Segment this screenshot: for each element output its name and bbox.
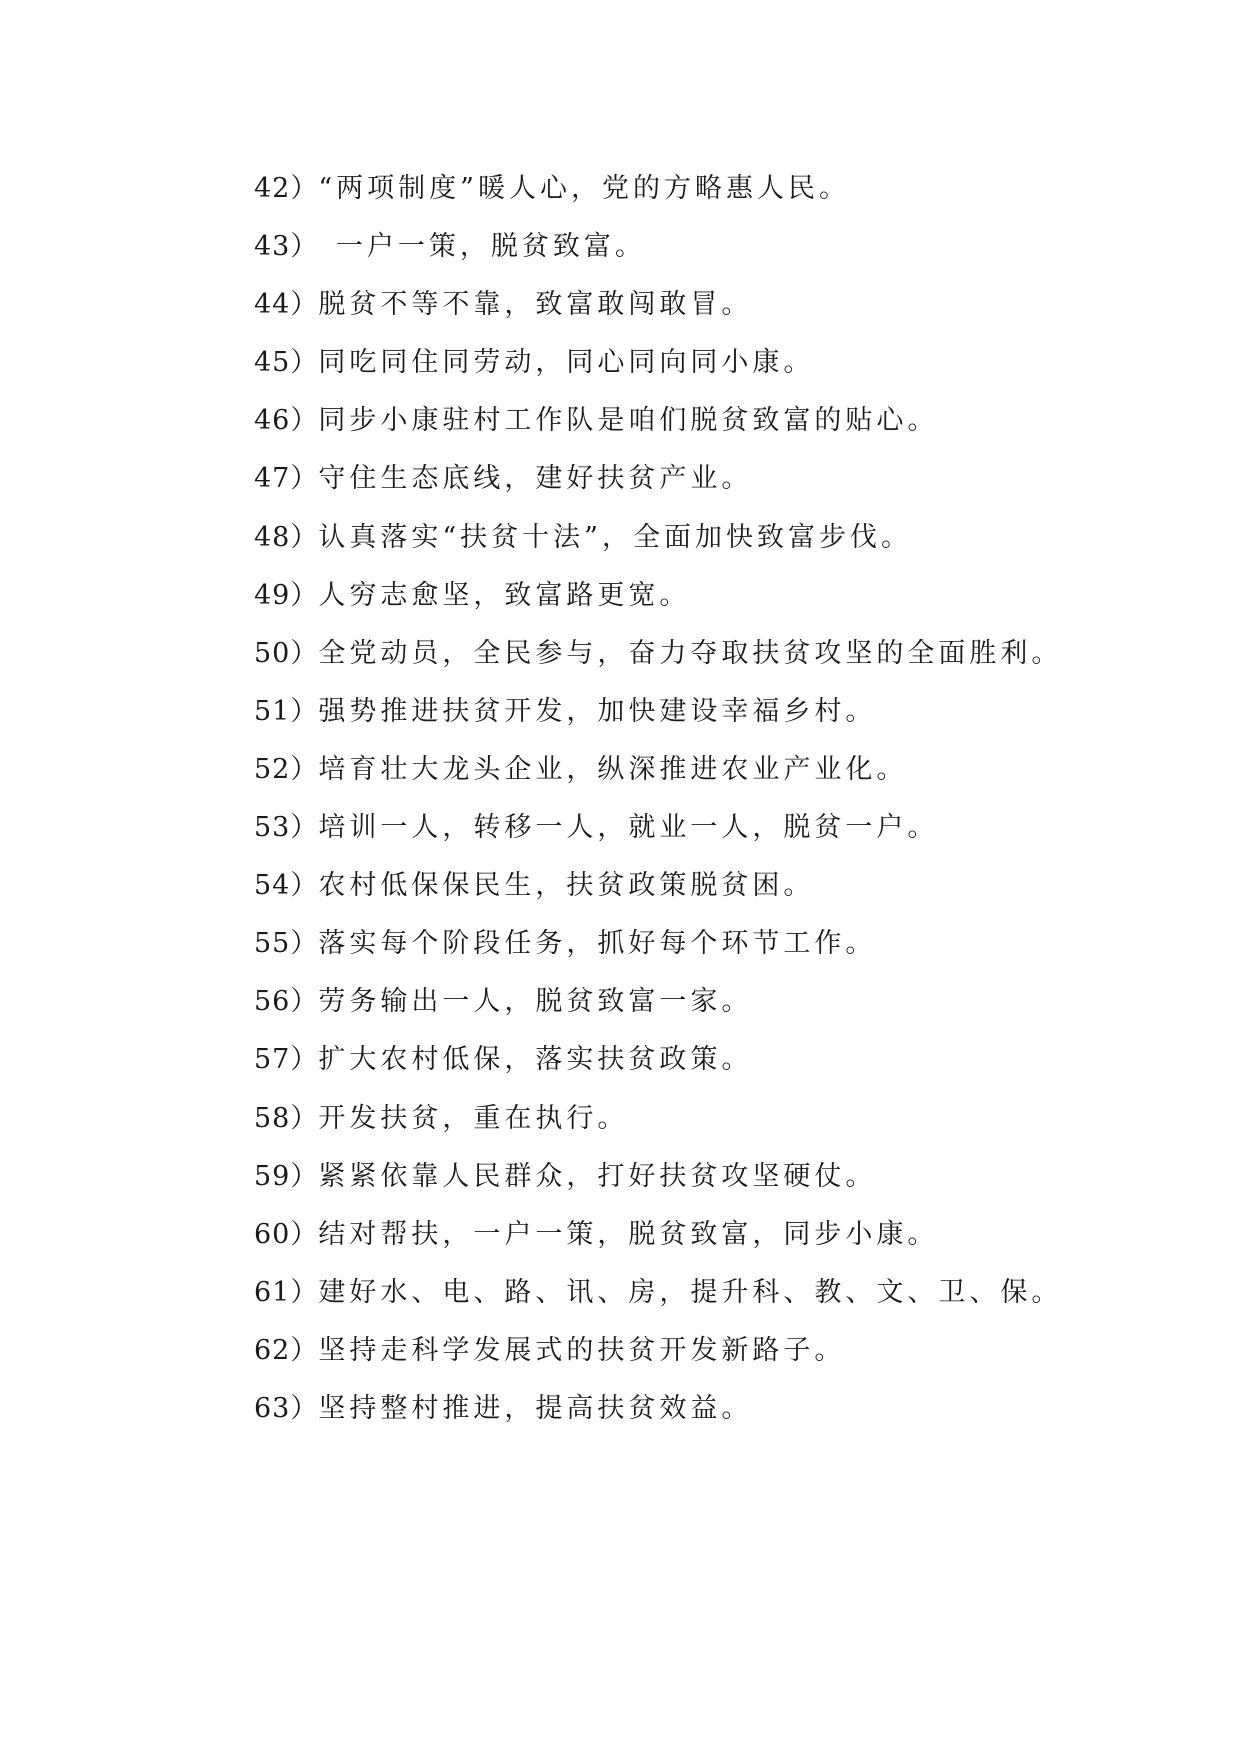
list-item [188,625,1068,683]
item-number: 42） [254,173,319,204]
item-number: 48） [254,521,319,553]
list-item [188,1380,1068,1438]
item-number: 56） [254,986,319,1018]
item-number: 55） [254,928,319,960]
item-number: 45） [254,347,319,379]
item-text: 开发扶贫，重在执行。 [318,1102,629,1134]
item-number: 51） [254,695,319,727]
item-text: 建好水、电、路、讯、房，提升科、教、文、卫、保。 [318,1276,1063,1308]
item-number: 46） [254,405,319,437]
list-item [188,160,1068,218]
item-text: 结对帮扶，一户一策，脱贫致富，同步小康。 [318,1218,939,1250]
item-text: 人穷志愈坚，致富路更宽。 [318,579,691,611]
item-text: 认真落实“扶贫十法”，全面加快致富步伐。 [318,521,912,553]
item-text: 同吃同住同劳动，同心同向同小康。 [318,347,815,379]
item-number: 60） [254,1218,319,1250]
list-item [188,915,1068,973]
list-item [188,276,1068,334]
item-number: 59） [254,1160,319,1192]
list-item [188,1264,1068,1322]
item-number: 61） [254,1276,319,1308]
item-number: 57） [254,1044,319,1076]
list-item [188,334,1068,392]
item-number: 54） [254,870,319,902]
list-item [188,1206,1068,1264]
list-item [188,857,1068,915]
item-number: 53） [254,812,319,844]
item-text: 坚持走科学发展式的扶贫开发新路子。 [318,1334,846,1366]
list-item [188,973,1068,1031]
list-item [188,392,1068,450]
list-item [188,218,1068,276]
item-text: 培训一人，转移一人，就业一人，脱贫一户。 [318,812,939,844]
item-text: 农村低保保民生，扶贫政策脱贫困。 [318,870,815,902]
item-number: 62） [254,1334,319,1366]
item-number: 49） [254,579,319,611]
list-item [188,799,1068,857]
item-text: 同步小康驻村工作队是咱们脱贫致富的贴心。 [318,405,939,437]
list-item [188,741,1068,799]
list-item [188,450,1068,508]
item-number: 58） [254,1102,319,1134]
item-number: 63） [254,1392,319,1424]
list-item [188,1090,1068,1148]
item-text: 强势推进扶贫开发，加快建设幸福乡村。 [318,695,877,727]
item-number: 44） [254,289,319,321]
list-item [188,683,1068,741]
item-text: 落实每个阶段任务，抓好每个环节工作。 [318,928,877,960]
item-text: 守住生态底线，建好扶贫产业。 [318,463,753,495]
list-item [188,509,1068,567]
item-text: 脱贫不等不靠，致富敢闯敢冒。 [318,289,753,321]
item-text: 坚持整村推进，提高扶贫效益。 [318,1392,753,1424]
item-text: 一户一策，脱贫致富。 [304,231,646,263]
slogan-list [188,160,1068,1438]
item-text: “两项制度”暖人心，党的方略惠人民。 [318,173,850,204]
item-text: 扩大农村低保，落实扶贫政策。 [318,1044,753,1076]
item-text: 全党动员，全民参与，奋力夺取扶贫攻坚的全面胜利。 [318,637,1063,669]
item-number: 52） [254,753,319,785]
item-number: 47） [254,463,319,495]
list-item [188,1322,1068,1380]
list-item [188,1148,1068,1206]
list-item [188,567,1068,625]
item-number: 50） [254,637,319,669]
item-text: 培育壮大龙头企业，纵深推进农业产业化。 [318,753,908,785]
list-item [188,1031,1068,1089]
item-text: 劳务输出一人，脱贫致富一家。 [318,986,753,1018]
item-text: 紧紧依靠人民群众，打好扶贫攻坚硬仗。 [318,1160,877,1192]
item-number: 43） [254,231,305,263]
